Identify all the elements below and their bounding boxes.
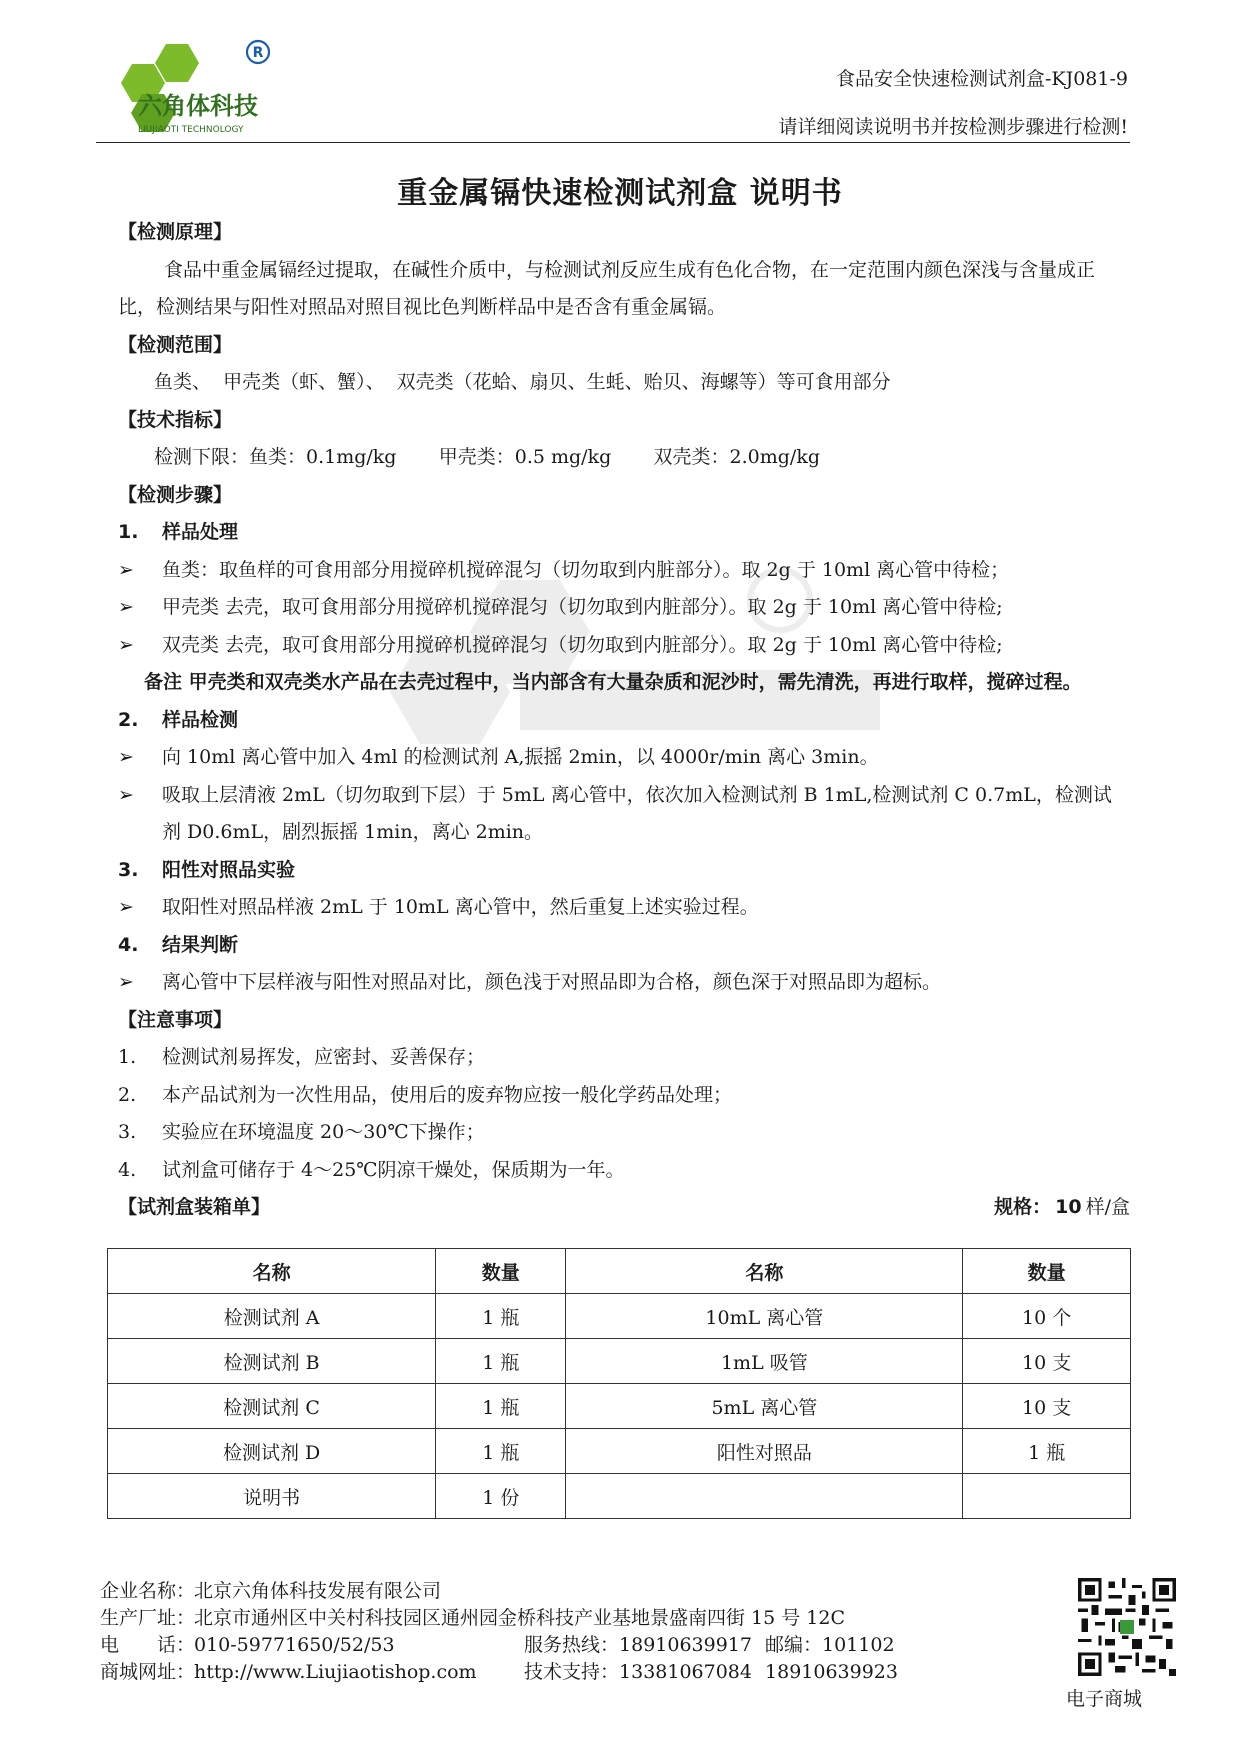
table-row [108, 1294, 1131, 1339]
table-cell: 检测试剂 B [108, 1339, 436, 1384]
footer-label: 企业名称： [100, 1580, 196, 1602]
column-header: 名称 [566, 1249, 963, 1294]
table-cell: 检测试剂 C [108, 1384, 436, 1429]
column-header: 数量 [963, 1249, 1131, 1294]
kit-heading: 【试剂盒装箱单】 [118, 1196, 271, 1218]
spec-label: 规格： [994, 1196, 1052, 1218]
footer-label: 电 话： [100, 1634, 196, 1656]
table-cell: 10mL 离心管 [566, 1294, 963, 1339]
list-item [118, 1152, 1130, 1190]
column-header: 名称 [108, 1249, 436, 1294]
kit-spec [994, 1189, 1130, 1227]
step-4-heading [118, 927, 1130, 965]
list-item-text: 甲壳类 去壳，取可食用部分用搅碎机搅碎混匀（切勿取到内脏部分）。取 2g 于 10ml 离心管中待检; [162, 596, 1003, 618]
step-title: 阳性对照品实验 [162, 858, 296, 881]
table-cell: 10 支 [963, 1339, 1131, 1384]
table-row [108, 1429, 1131, 1474]
specs-text: 检测下限：鱼类：0.1mg/kg 甲壳类：0.5 mg/kg 双壳类：2.0mg/kg [154, 446, 821, 468]
table-cell: 1 份 [436, 1474, 566, 1519]
step-number: 1. [118, 521, 139, 543]
company-footer [100, 1578, 898, 1686]
list-item-text: 鱼类：取鱼样的可食用部分用搅碎机搅碎混匀（切勿取到内脏部分）。取 2g 于 10ml 离心管中待检； [162, 558, 1010, 581]
step-2-heading [118, 702, 1130, 740]
arrow-bullet-icon: ➢ [118, 783, 134, 806]
list-item [118, 739, 1130, 777]
step-number: 2. [118, 708, 139, 731]
steps-heading: 【检测步骤】 [118, 483, 233, 506]
table-row [108, 1384, 1131, 1429]
scope-text: 鱼类、 甲壳类（虾、蟹）、 双壳类（花蛤、扇贝、生蚝、贻贝、海螺等）等可食用部分 [154, 371, 891, 393]
principle-text: 食品中重金属镉经过提取，在碱性介质中，与检测试剂反应生成有色化合物，在一定范围内颜色深浅与含量成正比，检测结果与阳性对照品对照目视比色判断样品中是否含有重金属镉。 [118, 258, 1096, 318]
list-item [118, 589, 1130, 627]
footer-label: 商城网址： [100, 1661, 196, 1683]
list-item [118, 552, 1130, 590]
item-number: 3. [118, 1121, 137, 1143]
logo-subtext: LIUJIAOTI TECHNOLOGY [138, 125, 244, 135]
footer-row-company [100, 1578, 898, 1605]
list-item [118, 777, 1130, 852]
list-item [118, 889, 1130, 927]
table-cell [963, 1474, 1131, 1519]
principle-heading: 【检测原理】 [118, 221, 233, 243]
product-code: 食品安全快速检测试剂盒-KJ081-9 [835, 68, 1128, 90]
table-row [108, 1339, 1131, 1384]
table-cell: 1 瓶 [436, 1294, 566, 1339]
table-header-row [108, 1249, 1131, 1294]
table-cell [566, 1474, 963, 1519]
table-cell: 1 瓶 [963, 1429, 1131, 1474]
support-number: 13381067084 [619, 1661, 752, 1683]
step-number: 3. [118, 858, 139, 881]
table-cell: 5mL 离心管 [566, 1384, 963, 1429]
list-item [118, 1039, 1130, 1077]
list-item [118, 627, 1130, 665]
company-name: 北京六角体科技发展有限公司 [194, 1580, 442, 1602]
kit-heading-row [118, 1189, 1130, 1227]
kit-table [107, 1248, 1131, 1519]
reading-notice: 请详细阅读说明书并按检测步骤进行检测! [778, 116, 1128, 138]
table-cell: 1mL 吸管 [566, 1339, 963, 1384]
step-title: 样品处理 [162, 521, 239, 543]
document-title: 重金属镉快速检测试剂盒 说明书 [397, 176, 843, 211]
table-cell: 10 个 [963, 1294, 1131, 1339]
step-3-heading [118, 852, 1130, 890]
list-item-text: 实验应在环境温度 20～30℃下操作； [162, 1121, 485, 1143]
footer-row-address [100, 1605, 898, 1632]
step-1-note: 备注 甲壳类和双壳类水产品在去壳过程中，当内部含有大量杂质和泥沙时，需先清洗，再进行取样，搅碎过程。 [144, 671, 1082, 693]
footer-label: 生产厂址： [100, 1607, 196, 1629]
spec-value: 10 [1055, 1196, 1082, 1218]
list-item-text: 离心管中下层样液与阳性对照品对比，颜色浅于对照品即为合格，颜色深于对照品即为超标。 [162, 971, 942, 993]
arrow-bullet-icon: ➢ [118, 971, 134, 993]
logo-text: 六角体科技 [138, 92, 258, 120]
arrow-bullet-icon: ➢ [118, 896, 134, 918]
footer-label: 技术支持： [524, 1661, 620, 1683]
table-cell: 1 瓶 [436, 1429, 566, 1474]
step-title: 结果判断 [162, 933, 239, 956]
item-number: 4. [118, 1158, 137, 1181]
list-item-text: 吸取上层清液 2mL（切勿取到下层）于 5mL 离心管中，依次加入检测试剂 B 1mL,检测试剂 C 0.7mL，检测试剂 D0.6mL，剧烈振摇 1min，离心 2min。 [162, 783, 1112, 843]
arrow-bullet-icon: ➢ [118, 633, 134, 656]
footer-label: 服务热线： [524, 1634, 620, 1656]
list-item-text: 试剂盒可储存于 4～25℃阴凉干燥处，保质期为一年。 [162, 1158, 625, 1181]
arrow-bullet-icon: ➢ [118, 746, 134, 768]
step-1-heading [118, 514, 1130, 552]
table-cell: 检测试剂 D [108, 1429, 436, 1474]
svg-text:R: R [252, 45, 264, 61]
document-body [118, 214, 1130, 1227]
column-header: 数量 [436, 1249, 566, 1294]
item-number: 1. [118, 1046, 137, 1068]
precautions-heading: 【注意事项】 [118, 1008, 233, 1031]
header-divider [96, 142, 1130, 143]
step-title: 样品检测 [162, 708, 239, 731]
specs-heading: 【技术指标】 [118, 408, 233, 431]
qr-code-icon [1078, 1578, 1176, 1676]
shop-url[interactable]: http://www.Liujiaotishop.com [194, 1661, 477, 1683]
arrow-bullet-icon: ➢ [118, 596, 134, 618]
scope-heading: 【检测范围】 [118, 333, 233, 356]
table-row [108, 1474, 1131, 1519]
list-item [118, 1077, 1130, 1115]
spec-unit: 样/盒 [1085, 1196, 1130, 1218]
zip-code: 101102 [822, 1634, 895, 1656]
table-cell: 阳性对照品 [566, 1429, 963, 1474]
footer-row-shop [100, 1659, 898, 1686]
footer-label: 邮编： [765, 1634, 823, 1656]
hotline-number: 18910639917 [619, 1634, 752, 1656]
footer-row-phone [100, 1632, 898, 1659]
list-item [118, 1114, 1130, 1152]
table-cell: 说明书 [108, 1474, 436, 1519]
table-cell: 检测试剂 A [108, 1294, 436, 1339]
list-item-text: 本产品试剂为一次性用品，使用后的废弃物应按一般化学药品处理； [162, 1083, 733, 1106]
list-item-text: 向 10ml 离心管中加入 4ml 的检测试剂 A,振摇 2min，以 4000r/min 离心 3min。 [162, 746, 879, 768]
table-cell: 1 瓶 [436, 1339, 566, 1384]
list-item [118, 964, 1130, 1002]
list-item-text: 取阳性对照品样液 2mL 于 10mL 离心管中，然后重复上述实验过程。 [162, 896, 759, 918]
company-logo [96, 36, 316, 146]
list-item-text: 检测试剂易挥发，应密封、妥善保存； [162, 1046, 486, 1068]
arrow-bullet-icon: ➢ [118, 558, 134, 581]
qr-caption: 电子商城 [1066, 1688, 1143, 1710]
step-number: 4. [118, 933, 139, 956]
table-cell: 10 支 [963, 1384, 1131, 1429]
phone-number: 010-59771650/52/53 [194, 1634, 395, 1656]
factory-address: 北京市通州区中关村科技园区通州园金桥科技产业基地景盛南四街 15 号 12C [194, 1607, 846, 1629]
item-number: 2. [118, 1083, 137, 1106]
support-number-2: 18910639923 [765, 1661, 898, 1683]
table-cell: 1 瓶 [436, 1384, 566, 1429]
list-item-text: 双壳类 去壳，取可食用部分用搅碎机搅碎混匀（切勿取到内脏部分）。取 2g 于 10ml 离心管中待检; [162, 633, 1003, 656]
